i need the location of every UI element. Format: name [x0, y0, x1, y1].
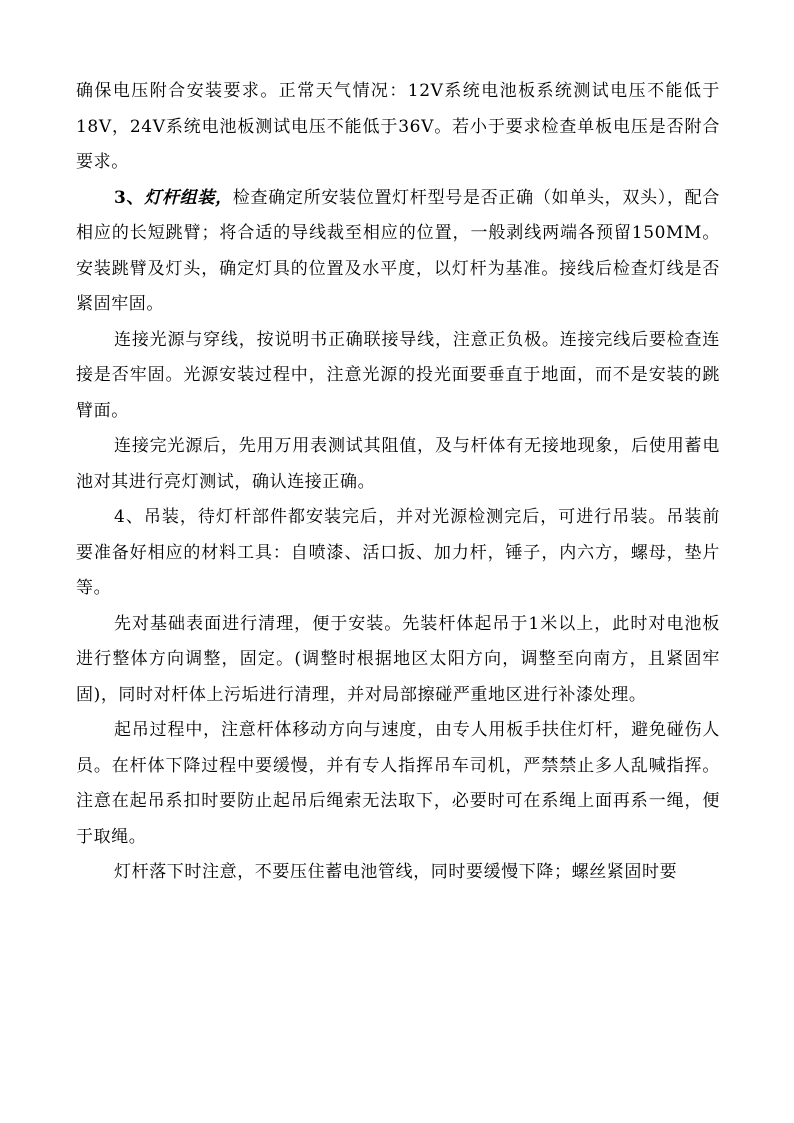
paragraph-light-test [76, 429, 720, 500]
paragraph-text: 连接光源与穿线，按说明书正确联接导线，注意正负极。连接完线后要检查连接是否牢固。光源安装过程中，注意光源的投光面要垂直于地面，而不是安装的跳臂面。 [76, 329, 720, 421]
paragraph-text: 连接完光源后，先用万用表测试其阻值，及与杆体有无接地现象，后使用蓄电池对其进行亮灯测试，确认连接正确。 [76, 436, 720, 492]
paragraph-text: 灯杆落下时注意，不要压住蓄电池管线，同时要缓慢下降；螺丝紧固时要 [114, 862, 678, 882]
section-heading: 灯杆组装， [144, 187, 233, 208]
paragraph-voltage-check [76, 74, 720, 181]
paragraph-light-source-wiring [76, 323, 720, 430]
paragraph-text: 起吊过程中，注意杆体移动方向与速度，由专人用板手扶住灯杆，避免碰伤人员。在杆体下降过程中要缓慢，并有专人指挥吊车司机，严禁禁止多人乱喊指挥。注意在起吊系扣时要防止起吊后绳索无法取下，必要时可在系绳上面再系一绳，便于取绳。 [76, 720, 720, 847]
paragraph-hoisting [76, 500, 720, 607]
paragraph-text: 检查确定所安装位置灯杆型号是否正确（如单头，双头），配合相应的长短跳臂；将合适的导线裁至相应的位置，一般剥线两端各预留150MM。安装跳臂及灯头，确定灯具的位置及水平度，以灯杆为基准。接线后检查灯线是否紧固牢固。 [76, 187, 720, 314]
paragraph-lifting-safety [76, 713, 720, 855]
paragraph-pole-assembly [76, 181, 720, 323]
paragraph-foundation-cleaning [76, 607, 720, 714]
paragraph-pole-lowering [76, 855, 720, 891]
paragraph-text: 4、吊装，待灯杆部件都安装完后，并对光源检测完后，可进行吊装。吊装前要准备好相应的材料工具：自喷漆、活口扳、加力杆，锤子，内六方，螺母，垫片等。 [76, 507, 720, 598]
paragraph-text: 确保电压附合安装要求。正常天气情况：12V系统电池板系统测试电压不能低于18V，24V系统电池板测试电压不能低于36V。若小于要求检查单板电压是否附合要求。 [76, 81, 720, 172]
paragraph-text: 先对基础表面进行清理，便于安装。先装杆体起吊于1米以上，此时对电池板进行整体方向调整，固定。(调整时根据地区太阳方向，调整至向南方，且紧固牢固)，同时对杆体上污垢进行清理，并对局部擦碰严重地区进行补漆处理。 [76, 613, 720, 705]
document-body [76, 74, 720, 891]
section-number: 3、 [114, 187, 145, 208]
